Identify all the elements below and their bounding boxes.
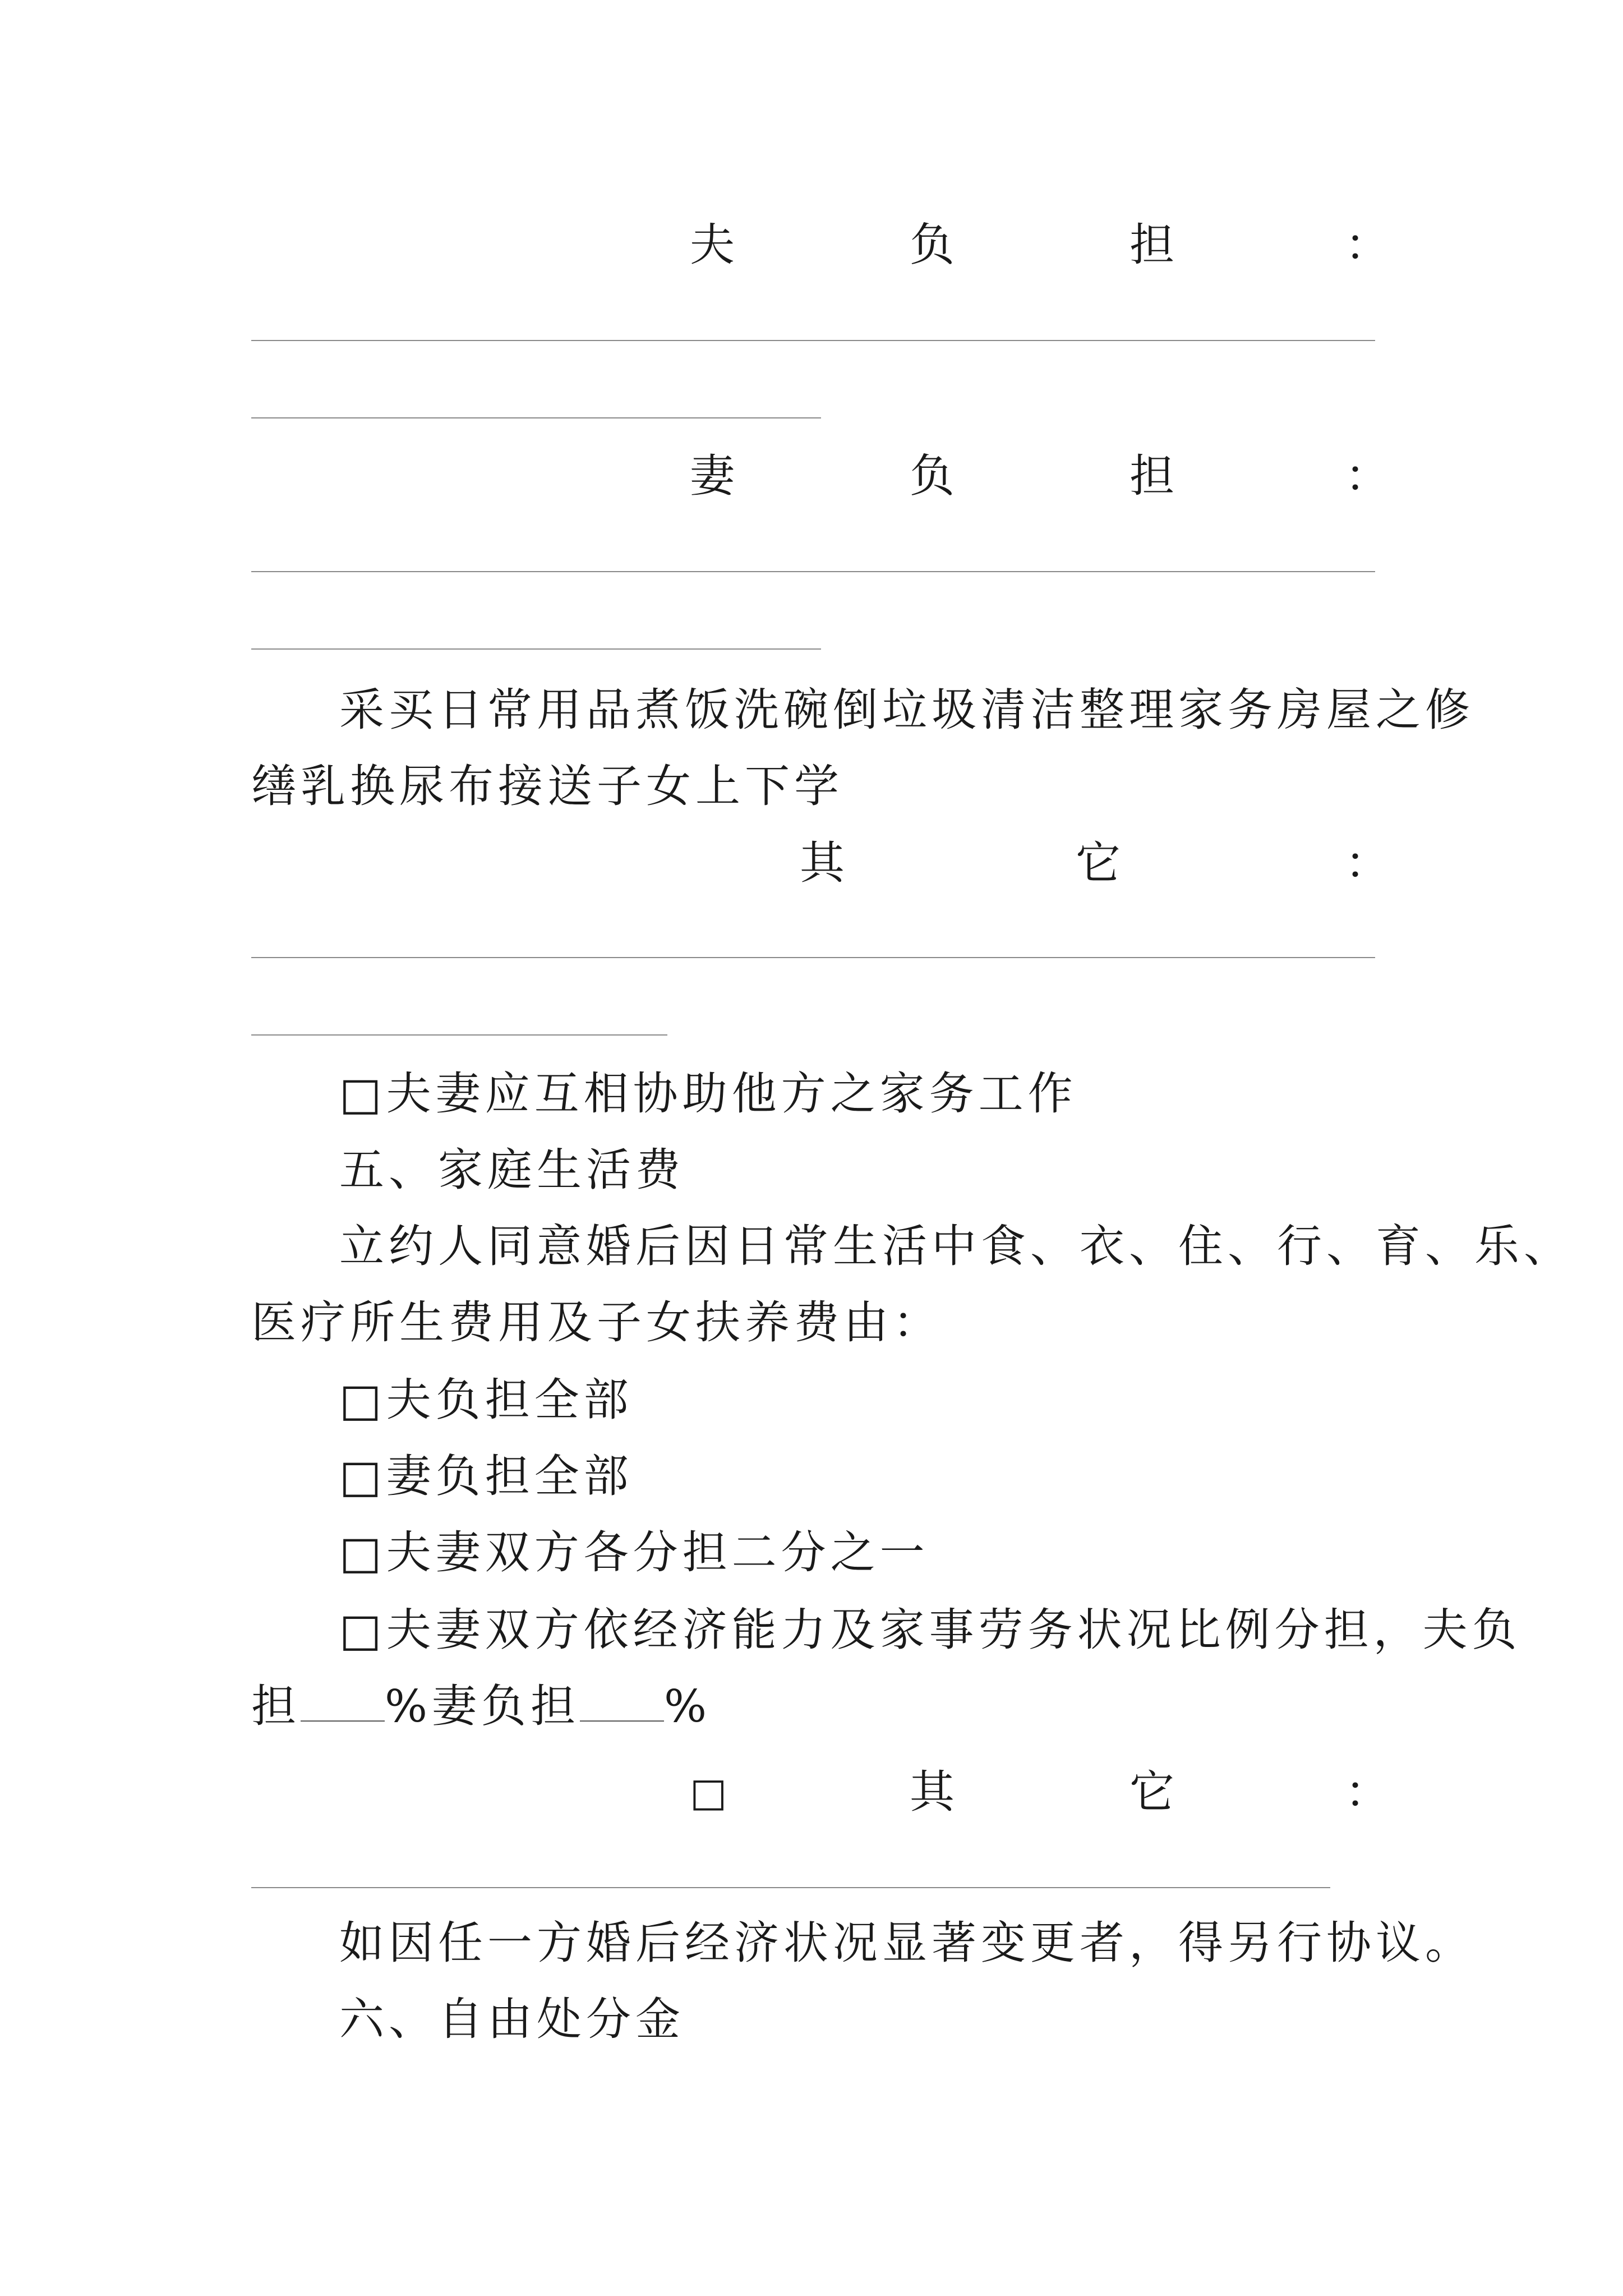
proportion-text-c: %: [664, 1680, 712, 1732]
fill-line-short: [251, 417, 821, 418]
husband-char: 夫: [690, 219, 735, 271]
colon: ：: [1345, 450, 1390, 502]
section6-heading: 六、自由处分金: [339, 1993, 685, 2045]
other-char-1: 其: [910, 1766, 955, 1818]
husband-percent-blank[interactable]: [301, 1687, 385, 1722]
change-clause: 如因任一方婚后经济状况显著变更者，得另行协议。: [339, 1917, 1474, 1969]
fill-line: [251, 1887, 1330, 1888]
burden-char-2: 担: [1129, 450, 1174, 502]
chores-line-1: 采买日常用品煮饭洗碗倒垃圾清洁整理家务房屋之修: [339, 684, 1474, 736]
colon: ：: [1345, 1766, 1390, 1818]
other-char-1: 其: [800, 837, 845, 889]
fill-line: [251, 340, 1375, 341]
option-split-half: □夫妻双方各分担二分之一: [339, 1526, 929, 1579]
proportion-text-a: 担: [251, 1680, 301, 1732]
other-row-2: [251, 1761, 1390, 1823]
mutual-help-option: □夫妻应互相协助他方之家务工作: [339, 1068, 1077, 1120]
wife-percent-blank[interactable]: [580, 1687, 664, 1722]
burden-char-1: 负: [910, 450, 955, 502]
fill-line-short: [251, 648, 821, 650]
fill-line: [251, 571, 1375, 572]
fill-line: [251, 957, 1375, 958]
option-wife-all: □妻负担全部: [339, 1450, 633, 1502]
wife-char: 妻: [690, 450, 735, 502]
option-proportional-line-1: □夫妻双方依经济能力及家事劳务状况比例分担，夫负: [339, 1604, 1521, 1656]
option-husband-all: □夫负担全部: [339, 1374, 633, 1426]
other-char-2: 它: [1076, 837, 1121, 889]
living-cost-line-2: 医疗所生费用及子女扶养费由：: [251, 1296, 942, 1349]
burden-char-1: 负: [910, 219, 955, 271]
other-row-1: [251, 832, 1390, 894]
chores-line-2: 缮乳换尿布接送子女上下学: [251, 760, 843, 812]
colon: ：: [1345, 837, 1390, 889]
option-proportional-line-2: [251, 1668, 1384, 1745]
burden-char-2: 担: [1129, 219, 1174, 271]
colon: ：: [1345, 219, 1390, 271]
proportion-text-b: %妻负担: [385, 1680, 580, 1732]
husband-burden-row: [251, 214, 1390, 276]
other-char-2: 它: [1129, 1766, 1174, 1818]
wife-burden-row: [251, 445, 1390, 507]
checkbox-glyph: □: [690, 1769, 727, 1815]
fill-line-short: [251, 1034, 667, 1036]
living-cost-line-1: 立约人同意婚后因日常生活中食、衣、住、行、育、乐、: [339, 1220, 1573, 1272]
section5-heading: 五、家庭生活费: [339, 1144, 685, 1196]
